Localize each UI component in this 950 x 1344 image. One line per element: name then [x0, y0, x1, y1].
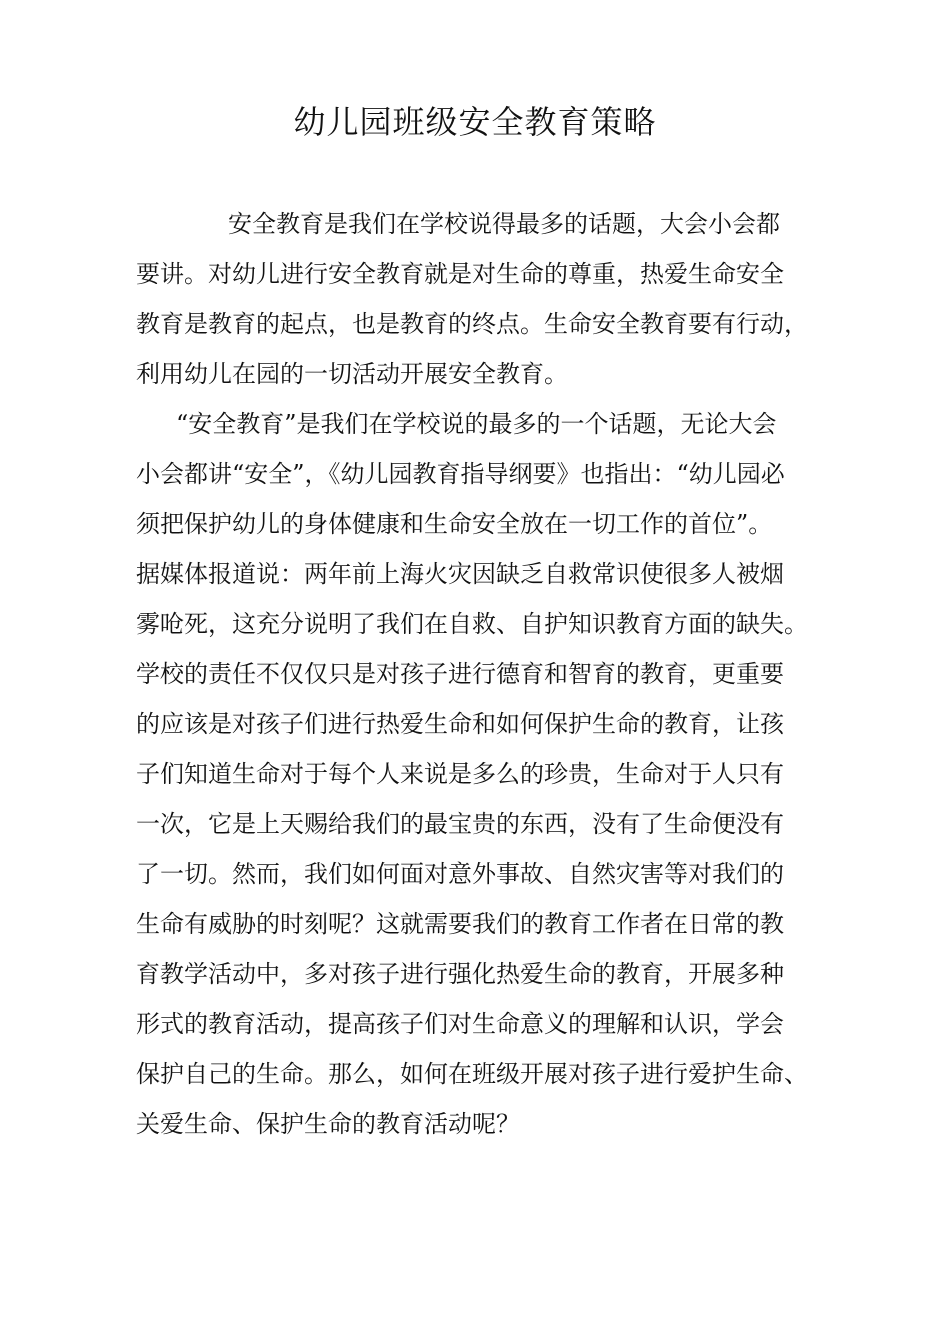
paragraph-line: 的应该是对孩子们进行热爱生命和如何保护生命的教育，让孩 — [136, 710, 784, 738]
paragraph-line: 形式的教育活动，提高孩子们对生命意义的理解和认识，学会 — [136, 1010, 784, 1038]
paragraph-line: 须把保护幼儿的身体健康和生命安全放在一切工作的首位”。 — [136, 510, 773, 538]
paragraph-line: 雾呛死，这充分说明了我们在自救、自护知识教育方面的缺失。 — [136, 610, 808, 638]
paragraph-line: 保护自己的生命。那么，如何在班级开展对孩子进行爱护生命、 — [136, 1060, 808, 1088]
paragraph-line: 了一切。然而，我们如何面对意外事故、自然灾害等对我们的 — [136, 860, 784, 888]
paragraph-line: 一次，它是上天赐给我们的最宝贵的东西，没有了生命便没有 — [136, 810, 784, 838]
paragraph-line: 据媒体报道说：两年前上海火灾因缺乏自救常识使很多人被烟 — [136, 560, 784, 588]
document-title: 幼儿园班级安全教育策略 — [293, 103, 657, 141]
paragraph-line: “安全教育”是我们在学校说的最多的一个话题，无论大会 — [176, 410, 777, 438]
paragraph-line: 子们知道生命对于每个人来说是多么的珍贵，生命对于人只有 — [136, 760, 784, 788]
paragraph-line: 生命有威胁的时刻呢？这就需要我们的教育工作者在日常的教 — [136, 910, 784, 938]
paragraph-line: 小会都讲“安全”，《幼儿园教育指导纲要》也指出：“幼儿园必 — [136, 460, 785, 488]
paragraph-line: 安全教育是我们在学校说得最多的话题，大会小会都 — [228, 210, 780, 238]
paragraph-line: 要讲。对幼儿进行安全教育就是对生命的尊重，热爱生命安全 — [136, 260, 784, 288]
paragraph-line: 利用幼儿在园的一切活动开展安全教育。 — [136, 360, 568, 388]
paragraph-line: 学校的责任不仅仅只是对孩子进行德育和智育的教育，更重要 — [136, 660, 784, 688]
paragraph-line: 关爱生命、保护生命的教育活动呢？ — [136, 1110, 520, 1138]
paragraph-line: 育教学活动中，多对孩子进行强化热爱生命的教育，开展多种 — [136, 960, 784, 988]
paragraph-line: 教育是教育的起点，也是教育的终点。生命安全教育要有行动， — [136, 310, 808, 338]
